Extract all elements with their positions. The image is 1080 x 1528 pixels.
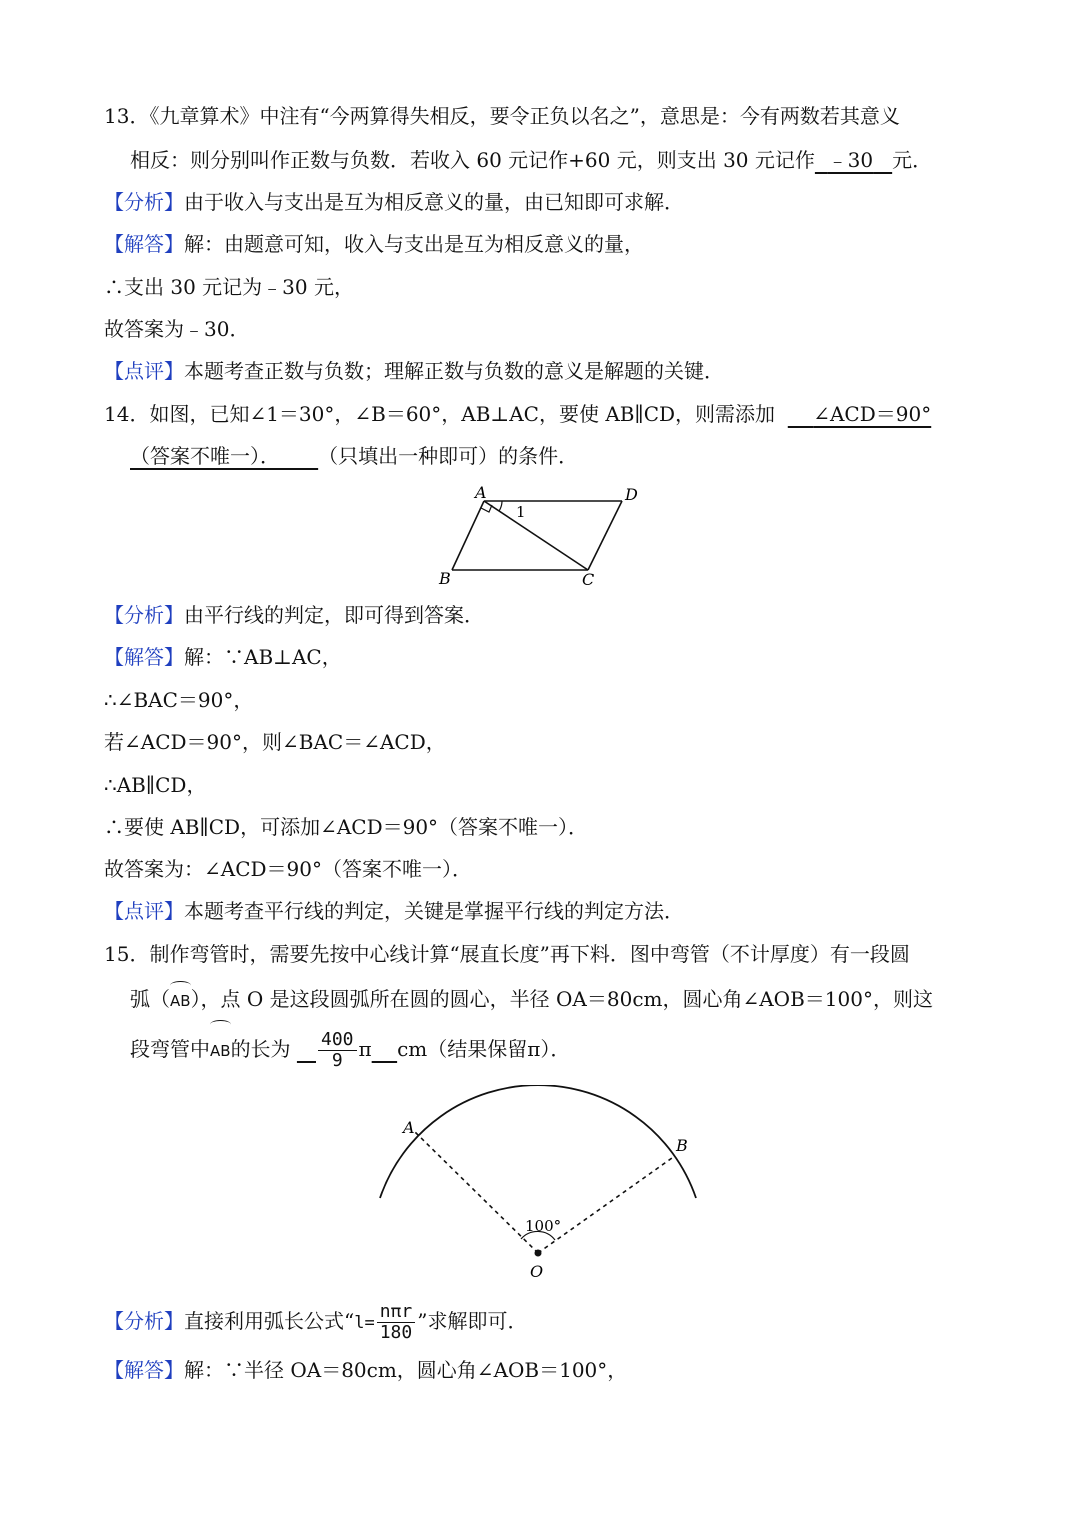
q14-solution	[104, 643, 342, 671]
analysis-tag: 【分析】	[104, 190, 184, 214]
q15-figure	[370, 1085, 710, 1285]
q14-answer-part1	[788, 402, 931, 426]
q15-line2-text: ），点 O 是这段圆弧所在圆的圆心，半径 OA＝80cm，圆心角∠AOB＝100°，则这	[190, 987, 933, 1011]
label-o: O	[530, 1262, 544, 1281]
q14-analysis	[104, 601, 484, 629]
angle-1-arc	[499, 501, 502, 511]
segment-cd	[588, 501, 622, 570]
label-angle: 100°	[525, 1217, 562, 1235]
q13-line1: 13．《九章算术》中注有“今两算得失相反，要令正负以名之”，意思是：今有两数若其意义	[104, 104, 900, 128]
formula-numerator: nπr	[377, 1302, 416, 1323]
q15-solution-text: 解：∵半径 OA＝80cm，圆心角∠AOB＝100°，	[184, 1358, 628, 1382]
q15-analysis-text: 直接利用弧长公式“	[184, 1309, 355, 1333]
q15-line3-end: cm（结果保留π）．	[397, 1037, 571, 1061]
q13-analysis-text: 由于收入与支出是互为相反意义的量，由已知即可求解．	[184, 190, 684, 214]
label-angle-1: 1	[516, 503, 526, 521]
q15-answer-fraction	[318, 1030, 357, 1071]
analysis-tag: 【分析】	[104, 1309, 184, 1333]
q14-answer-part2	[130, 444, 318, 468]
center-point	[535, 1250, 542, 1257]
q13-line2-end: 元．	[892, 148, 933, 172]
q14-line2	[130, 442, 578, 470]
q14-solution-line: 若∠ACD＝90°，则∠BAC＝∠ACD，	[104, 730, 446, 754]
label-b: B	[439, 569, 451, 588]
q15-line2-start: 弧（	[130, 987, 170, 1011]
q13-solution-text: 解：由题意可知，收入与支出是互为相反意义的量，	[184, 232, 644, 256]
label-a: A	[475, 483, 487, 502]
solution-tag: 【解答】	[104, 1358, 184, 1382]
arc-ab-symbol: AB	[210, 1022, 231, 1076]
fraction-denominator: 9	[331, 1050, 343, 1071]
q14-solution-line: ∴∠BAC＝90°，	[104, 688, 254, 712]
q13-answer: ﹣30	[827, 148, 874, 172]
solution-tag: 【解答】	[104, 645, 184, 669]
q14-comment-text: 本题考查平行线的判定，关键是掌握平行线的判定方法．	[184, 899, 684, 923]
arc-ab	[380, 1085, 696, 1198]
comment-tag: 【点评】	[104, 359, 184, 383]
q13-solution	[104, 230, 644, 258]
q13-analysis	[104, 188, 684, 216]
q14-line2-text: （只填出一种即可）的条件．	[318, 444, 579, 468]
q14-solution-line: ∴AB∥CD，	[104, 773, 207, 797]
analysis-tag: 【分析】	[104, 603, 184, 627]
solution-tag: 【解答】	[104, 232, 184, 256]
q15-answer-blank	[372, 1037, 397, 1061]
radius-oa	[415, 1132, 538, 1253]
arc-length-formula	[377, 1302, 416, 1343]
q13-line2-text: 相反：则分别叫作正数与负数．若收入 60 元记作+60 元，则支出 30 元记作	[130, 148, 815, 172]
q14-solution-text: 解：∵AB⊥AC，	[184, 645, 342, 669]
formula-l: l=	[354, 1313, 375, 1333]
fraction-numerator: 400	[318, 1030, 357, 1051]
q14-solution-line: 故答案为：∠ACD＝90°（答案不唯一）．	[104, 857, 472, 881]
q15-line3-start: 段弯管中	[130, 1037, 210, 1061]
q13-answer-blank	[815, 148, 892, 172]
label-d: D	[625, 485, 638, 504]
label-c: C	[582, 570, 595, 589]
q13-solution-line: 故答案为﹣30．	[104, 317, 250, 341]
q14-line1-text: 14．如图，已知∠1＝30°，∠B＝60°，AB⊥AC，要使 AB∥CD，则需添加	[104, 402, 776, 426]
q14-answer-text: ∠ACD＝90°	[813, 402, 932, 426]
segment-ac	[484, 501, 588, 570]
comment-tag: 【点评】	[104, 899, 184, 923]
q14-figure	[430, 480, 660, 592]
q14-analysis-text: 由平行线的判定，即可得到答案．	[184, 603, 484, 627]
q13-line2	[130, 146, 932, 174]
q15-answer-pi: π	[358, 1037, 372, 1061]
q14-line1	[104, 400, 931, 428]
q14-comment	[104, 897, 684, 925]
formula-denominator: 180	[379, 1322, 413, 1343]
q14-answer-note: （答案不唯一）．	[130, 444, 280, 468]
q15-answer-blank	[297, 1037, 316, 1061]
q14-solution-line: ∴要使 AB∥CD，可添加∠ACD＝90°（答案不唯一）．	[104, 815, 589, 839]
q15-solution	[104, 1356, 627, 1384]
radius-ob	[538, 1158, 672, 1253]
q15-line2	[130, 983, 933, 1015]
q15-line3	[130, 1022, 570, 1076]
segment-ab	[452, 501, 484, 570]
arc-ab-symbol: AB	[170, 983, 191, 1015]
q15-line3-text: 的长为	[230, 1037, 291, 1061]
q15-analysis	[104, 1296, 527, 1348]
q13-comment	[104, 357, 724, 385]
q15-analysis-end: ”求解即可．	[417, 1309, 528, 1333]
label-b: B	[676, 1136, 688, 1155]
q15-line1: 15．制作弯管时，需要先按中心线计算“展直长度”再下料．图中弯管（不计厚度）有一段圆	[104, 942, 910, 966]
q13-solution-line: ∴支出 30 元记为﹣30 元，	[104, 275, 354, 299]
q13-comment-text: 本题考查正数与负数；理解正数与负数的意义是解题的关键．	[184, 359, 724, 383]
label-a: A	[403, 1118, 415, 1137]
